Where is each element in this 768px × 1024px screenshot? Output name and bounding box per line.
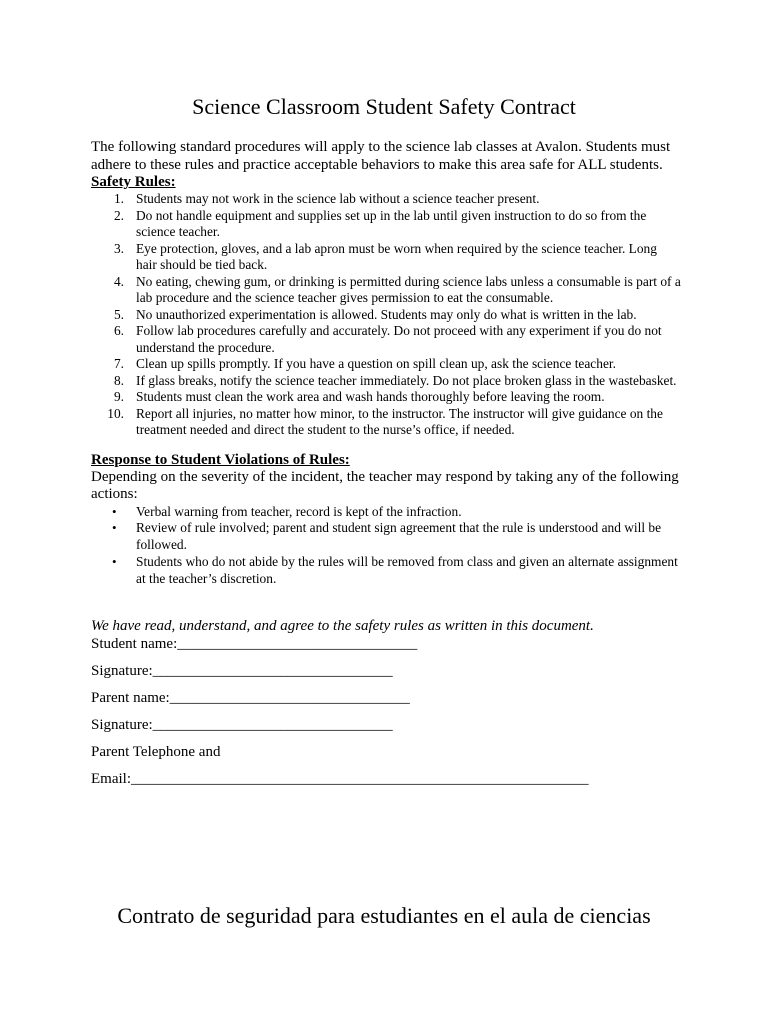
rule-text: Students may not work in the science lab without a science teacher present.: [136, 191, 540, 206]
rule-number: 8.: [113, 372, 124, 388]
rule-item: [91, 274, 681, 307]
violation-text: Students who do not abide by the rules will be removed from class and given an alternate assignment at the teacher’s discretion.: [136, 553, 678, 586]
bullet-icon: •: [112, 503, 117, 519]
violations-list: [91, 504, 681, 588]
violation-item: [91, 520, 681, 554]
rule-number: 3.: [113, 240, 124, 256]
student-signature-field[interactable]: Signature:________________________________: [91, 663, 393, 680]
bullet-icon: •: [112, 520, 117, 536]
violation-text: Verbal warning from teacher, record is kept of the infraction.: [136, 503, 462, 519]
rule-item: [91, 356, 681, 373]
rule-item: [91, 307, 681, 324]
intro-paragraph: The following standard procedures will apply to the science lab classes at Avalon. Students must adhere to these rules and practice acceptable behaviors to make this area safe for ALL students.: [91, 139, 671, 173]
parent-contact-label: Parent Telephone and: [91, 744, 221, 761]
rule-text: Do not handle equipment and supplies set up in the lab until given instruction to do so from the science teacher.: [136, 207, 647, 239]
rule-item: [91, 389, 681, 406]
agreement-statement: We have read, understand, and agree to the safety rules as written in this document.: [91, 618, 594, 635]
violation-item: [91, 554, 681, 588]
violation-text: Review of rule involved; parent and student sign agreement that the rule is understood and will be followed.: [136, 520, 662, 553]
rule-item: [91, 323, 681, 356]
rule-number: 10.: [107, 405, 124, 421]
rule-number: 1.: [113, 191, 124, 206]
parent-signature-field[interactable]: Signature:________________________________: [91, 717, 393, 734]
rule-number: 9.: [113, 389, 124, 404]
parent-name-field[interactable]: Parent name:________________________________: [91, 690, 410, 707]
rule-number: 5.: [113, 306, 124, 322]
rule-text: Clean up spills promptly. If you have a question on spill clean up, ask the science teacher.: [136, 356, 616, 371]
rule-number: 6.: [113, 323, 124, 338]
rule-item: [91, 373, 681, 390]
safety-rules-list: [91, 191, 681, 439]
rule-number: 4.: [113, 273, 124, 289]
violations-heading: Response to Student Violations of Rules:: [91, 451, 350, 468]
spanish-title: Contrato de seguridad para estudiantes en el aula de ciencias: [117, 903, 651, 928]
rule-item: [91, 406, 681, 439]
rule-text: Follow lab procedures carefully and accurately. Do not proceed with any experiment if you do not understand the procedure.: [136, 323, 662, 355]
document-title: Science Classroom Student Safety Contract: [192, 94, 576, 119]
rule-item: [91, 241, 681, 274]
document-body: [91, 138, 681, 788]
rule-text: No eating, chewing gum, or drinking is permitted during science labs unless a consumable is part of a lab procedure and the science teacher gives permission to eat the consumable.: [136, 273, 681, 305]
section-spacer: [91, 587, 681, 617]
rule-text: No unauthorized experimentation is allowed. Students may only do what is written in the lab.: [136, 306, 637, 322]
rule-number: 7.: [113, 356, 124, 371]
rule-number: 2.: [113, 207, 124, 223]
student-name-field[interactable]: Student name:________________________________: [91, 636, 418, 653]
rule-text: Report all injuries, no matter how minor, to the instructor. The instructor will give guidance on the treatment needed and direct the student to the nurse’s office, if needed.: [136, 405, 663, 437]
section-spacer: [91, 439, 681, 452]
parent-email-field[interactable]: Email:_____________________________________________________________: [91, 771, 589, 788]
rule-text: Eye protection, gloves, and a lab apron must be worn when required by the science teacher. Long hair should be tied back.: [136, 240, 657, 272]
rule-item: [91, 208, 681, 241]
rule-text: Students must clean the work area and wash hands thoroughly before leaving the room.: [136, 389, 605, 404]
safety-rules-heading: Safety Rules:: [91, 174, 176, 190]
violation-item: [91, 504, 681, 521]
bullet-icon: •: [112, 553, 117, 569]
rule-text: If glass breaks, notify the science teacher immediately. Do not place broken glass in the wastebasket.: [136, 372, 677, 388]
rule-item: [91, 191, 681, 208]
violations-intro: Depending on the severity of the incident, the teacher may respond by taking any of the following actions:: [91, 468, 679, 502]
